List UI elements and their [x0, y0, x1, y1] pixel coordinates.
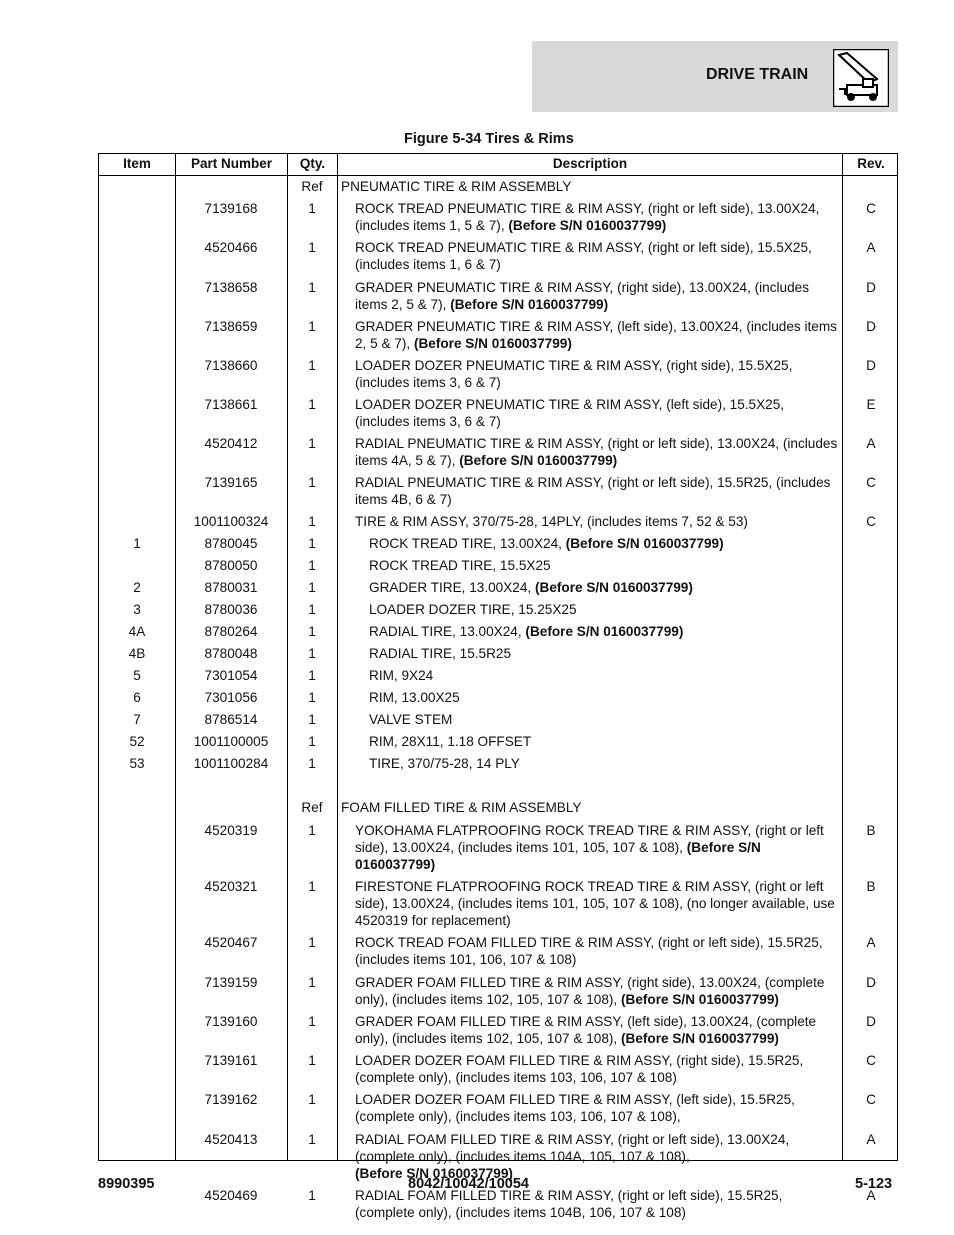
table-row [99, 972, 897, 1011]
part-number: 4520412 [204, 436, 258, 451]
description [355, 822, 839, 873]
quantity: 1 [308, 935, 316, 950]
table-row [99, 665, 897, 687]
quantity: 1 [308, 558, 316, 573]
table-row [99, 687, 897, 709]
description-text: RIM, 9X24 [369, 668, 434, 683]
description [355, 396, 839, 430]
table-row [99, 555, 897, 577]
figure-title: Figure 5-34 Tires & Rims [404, 131, 574, 147]
table-row [99, 472, 897, 511]
part-number: 8780036 [204, 602, 258, 617]
part-number: 1001100324 [193, 514, 269, 529]
serial-number-note: (Before S/N 0160037799) [620, 992, 779, 1007]
description-text: GRADER FOAM FILLED TIRE & RIM ASSY, (right side), 13.00X24, (complete only), (includes items 102, 105, 107 & 108), [355, 975, 825, 1007]
quantity: 1 [308, 624, 316, 639]
column-header-qty: Qty. [299, 156, 326, 171]
description [355, 279, 839, 313]
description [369, 645, 839, 662]
item-number: 1 [133, 536, 141, 551]
revision: C [866, 475, 876, 490]
table-row [99, 316, 897, 355]
part-number: 4520413 [204, 1132, 258, 1147]
serial-number-note: (Before S/N 0160037799) [413, 336, 572, 351]
description [355, 878, 839, 929]
page-number: 5-123 [855, 1176, 893, 1192]
quantity: 1 [308, 823, 316, 838]
table-row [99, 577, 897, 599]
description-text: ROCK TREAD TIRE, 13.00X24, [369, 536, 566, 551]
description-text: RIM, 13.00X25 [369, 690, 460, 705]
revision: A [866, 1188, 876, 1203]
description-text: RADIAL TIRE, 13.00X24, [369, 624, 526, 639]
description [355, 239, 839, 273]
part-number: 7138661 [204, 397, 258, 412]
revision: C [866, 201, 876, 216]
quantity: 1 [308, 690, 316, 705]
description [369, 579, 839, 596]
quantity: 1 [308, 668, 316, 683]
quantity: 1 [308, 1014, 316, 1029]
serial-number-note: (Before S/N 0160037799) [508, 218, 667, 233]
revision: B [866, 823, 876, 838]
table-row [99, 394, 897, 433]
part-number: 4520469 [204, 1188, 258, 1203]
column-header-part-number: Part Number [190, 156, 273, 171]
serial-number-note: (Before S/N 0160037799) [355, 1166, 513, 1181]
description [369, 557, 839, 574]
table-row [99, 1089, 897, 1129]
table-row [99, 533, 897, 555]
part-number: 7139161 [204, 1053, 258, 1068]
description [355, 318, 839, 352]
serial-number-note: (Before S/N 0160037799) [450, 297, 609, 312]
part-number: 1001100284 [193, 756, 269, 771]
description-text: RIM, 28X11, 1.18 OFFSET [369, 734, 532, 749]
revision: A [866, 1132, 876, 1147]
revision: C [866, 1092, 876, 1107]
description [369, 755, 839, 772]
revision: D [866, 280, 876, 295]
table-row [99, 731, 897, 753]
quantity: 1 [308, 240, 316, 255]
revision: C [866, 514, 876, 529]
quantity: 1 [308, 975, 316, 990]
description-text: RADIAL TIRE, 15.5R25 [369, 646, 512, 661]
description-text: YOKOHAMA FLATPROOFING ROCK TREAD TIRE & RIM ASSY, (right or left side), 13.00X24, (includes items 101, 105, 107 & 108), [355, 823, 824, 855]
revision: A [866, 240, 876, 255]
table-body [99, 176, 897, 1224]
description-text: RADIAL PNEUMATIC TIRE & RIM ASSY, (right or left side), 15.5R25, (includes items 4B, 6 & 7) [355, 475, 831, 507]
description-text: FIRESTONE FLATPROOFING ROCK TREAD TIRE & RIM ASSY, (right or left side), 13.00X24, (includes items 101, 105, 107 & 108), (no longer available, use 4520319 for replacement) [355, 879, 835, 928]
table-row [99, 511, 897, 533]
description [369, 733, 839, 750]
table-row [99, 643, 897, 665]
item-number: 7 [133, 712, 141, 727]
table-row [99, 277, 897, 316]
serial-number-note: (Before S/N 0160037799) [355, 840, 761, 872]
item-number: 3 [133, 602, 141, 617]
part-number: 7138658 [204, 280, 258, 295]
item-number: 6 [133, 690, 141, 705]
table-row [99, 1011, 897, 1050]
description-text: GRADER PNEUMATIC TIRE & RIM ASSY, (left side), 13.00X24, (includes items 2, 5 & 7), [355, 319, 837, 351]
description-text: GRADER PNEUMATIC TIRE & RIM ASSY, (right side), 13.00X24, (includes items 2, 5 & 7), [355, 280, 810, 312]
item-number: 2 [133, 580, 141, 595]
item-number: 4A [128, 624, 146, 639]
quantity: 1 [308, 436, 316, 451]
column-header-item: Item [123, 156, 151, 171]
revision: A [866, 436, 876, 451]
quantity: 1 [308, 1053, 316, 1068]
description [341, 178, 841, 195]
quantity: 1 [308, 734, 316, 749]
quantity: 1 [308, 201, 316, 216]
item-number: 4B [128, 646, 146, 661]
description-text: RADIAL PNEUMATIC TIRE & RIM ASSY, (right or left side), 13.00X24, (includes items 4A, 5 & 7), [355, 436, 838, 468]
document-number: 8990395 [98, 1176, 155, 1192]
revision: D [866, 358, 876, 373]
description [355, 474, 839, 508]
section-title: DRIVE TRAIN [706, 66, 809, 83]
table-row [99, 176, 897, 198]
quantity: Ref [301, 179, 323, 194]
description [369, 535, 839, 552]
description-text: TIRE, 370/75-28, 14 PLY [369, 756, 520, 771]
revision: D [866, 975, 876, 990]
description-text: LOADER DOZER FOAM FILLED TIRE & RIM ASSY, (left side), 15.5R25, (complete only), (includes items 103, 106, 107 & 108), [355, 1092, 795, 1124]
quantity: 1 [308, 646, 316, 661]
description-text: LOADER DOZER PNEUMATIC TIRE & RIM ASSY, (left side), 15.5X25, (includes items 3, 6 & 7) [355, 397, 785, 429]
table-row [99, 876, 897, 932]
description-text: ROCK TREAD PNEUMATIC TIRE & RIM ASSY, (right or left side), 15.5X25, (includes items 1, 6 & 7) [355, 240, 812, 272]
description-text: ROCK TREAD PNEUMATIC TIRE & RIM ASSY, (right or left side), 13.00X24, (includes items 1, 5 & 7), [355, 201, 820, 233]
serial-number-note: (Before S/N 0160037799) [534, 580, 693, 595]
quantity: 1 [308, 1188, 316, 1203]
quantity: 1 [308, 756, 316, 771]
telehandler-icon [833, 49, 889, 107]
quantity: Ref [301, 800, 323, 815]
part-number: 7138659 [204, 319, 258, 334]
description-text: FOAM FILLED TIRE & RIM ASSEMBLY [341, 800, 582, 815]
item-number: 52 [129, 734, 145, 749]
part-number: 8780031 [204, 580, 258, 595]
revision: C [866, 1053, 876, 1068]
table-row [99, 599, 897, 621]
quantity: 1 [308, 397, 316, 412]
model-numbers: 8042/10042/10054 [408, 1176, 529, 1192]
part-number: 8780050 [204, 558, 258, 573]
description-text: PNEUMATIC TIRE & RIM ASSEMBLY [341, 179, 572, 194]
serial-number-note: (Before S/N 0160037799) [525, 624, 684, 639]
part-number: 7139168 [204, 201, 258, 216]
column-header-rev: Rev. [857, 156, 885, 171]
description [355, 200, 839, 234]
description-text: ROCK TREAD FOAM FILLED TIRE & RIM ASSY, (right or left side), 15.5R25, (includes items 101, 106, 107 & 108) [355, 935, 823, 967]
description [369, 601, 839, 618]
column-header-description: Description [552, 156, 628, 171]
description-text: LOADER DOZER PNEUMATIC TIRE & RIM ASSY, (right side), 15.5X25, (includes items 3, 6 & 7) [355, 358, 793, 390]
table-row [99, 1050, 897, 1089]
description [355, 1052, 839, 1086]
quantity: 1 [308, 475, 316, 490]
description [369, 667, 839, 684]
description [355, 513, 839, 530]
part-number: 1001100005 [193, 734, 269, 749]
table-row [99, 709, 897, 731]
description-text: GRADER TIRE, 13.00X24, [369, 580, 535, 595]
description-text: RADIAL FOAM FILLED TIRE & RIM ASSY, (right or left side), 15.5R25, (complete only), (includes items 104B, 106, 107 & 108) [355, 1188, 783, 1220]
description [369, 689, 839, 706]
revision: E [866, 397, 876, 412]
part-number: 8780045 [204, 536, 258, 551]
revision: B [866, 879, 876, 894]
table-row [99, 820, 897, 876]
table-row [99, 753, 897, 775]
quantity: 1 [308, 712, 316, 727]
part-number: 8786514 [204, 712, 258, 727]
part-number: 7139159 [204, 975, 258, 990]
description [355, 357, 839, 391]
part-number: 7301054 [204, 668, 258, 683]
description-text: VALVE STEM [369, 712, 453, 727]
table-row [99, 775, 897, 797]
description-text: TIRE & RIM ASSY, 370/75-28, 14PLY, (includes items 7, 52 & 53) [355, 514, 748, 529]
table-row [99, 237, 897, 277]
description [369, 711, 839, 728]
part-number: 4520321 [204, 879, 258, 894]
quantity: 1 [308, 1092, 316, 1107]
description [355, 1013, 839, 1047]
item-number: 53 [129, 756, 145, 771]
quantity: 1 [308, 580, 316, 595]
description [355, 934, 839, 968]
description [369, 623, 839, 640]
part-number: 7138660 [204, 358, 258, 373]
part-number: 4520466 [204, 240, 258, 255]
quantity: 1 [308, 514, 316, 529]
table-row [99, 198, 897, 237]
table-row [99, 355, 897, 394]
serial-number-note: (Before S/N 0160037799) [459, 453, 618, 468]
revision: A [866, 935, 876, 950]
description-text: ROCK TREAD TIRE, 15.5X25 [369, 558, 551, 573]
part-number: 7139162 [204, 1092, 258, 1107]
serial-number-note: (Before S/N 0160037799) [620, 1031, 779, 1046]
description-text: LOADER DOZER FOAM FILLED TIRE & RIM ASSY, (right side), 15.5R25, (complete only), (includes items 103, 106, 107 & 108) [355, 1053, 804, 1085]
description-text: LOADER DOZER TIRE, 15.25X25 [369, 602, 577, 617]
revision: D [866, 1014, 876, 1029]
table-row [99, 932, 897, 972]
quantity: 1 [308, 536, 316, 551]
part-number: 4520467 [204, 935, 258, 950]
item-number: 5 [133, 668, 141, 683]
revision: D [866, 319, 876, 334]
quantity: 1 [308, 358, 316, 373]
part-number: 7301056 [204, 690, 258, 705]
description [355, 1091, 839, 1125]
part-number: 4520319 [204, 823, 258, 838]
description [355, 974, 839, 1008]
serial-number-note: (Before S/N 0160037799) [565, 536, 724, 551]
table-row [99, 621, 897, 643]
quantity: 1 [308, 879, 316, 894]
part-number: 7139165 [204, 475, 258, 490]
quantity: 1 [308, 602, 316, 617]
description [341, 799, 841, 816]
description [355, 1187, 839, 1221]
table-row [99, 797, 897, 820]
description-text: RADIAL FOAM FILLED TIRE & RIM ASSY, (right or left side), 13.00X24, (complete only), (includes items 104A, 105, 107 & 108), [355, 1132, 790, 1164]
quantity: 1 [308, 319, 316, 334]
part-number: 7139160 [204, 1014, 258, 1029]
quantity: 1 [308, 280, 316, 295]
description-text: GRADER FOAM FILLED TIRE & RIM ASSY, (left side), 13.00X24, (complete only), (includes items 102, 105, 107 & 108), [355, 1014, 817, 1046]
table-row [99, 433, 897, 472]
part-number: 8780048 [204, 646, 258, 661]
quantity: 1 [308, 1132, 316, 1147]
description [355, 435, 839, 469]
description [355, 1131, 839, 1182]
part-number: 8780264 [204, 624, 258, 639]
